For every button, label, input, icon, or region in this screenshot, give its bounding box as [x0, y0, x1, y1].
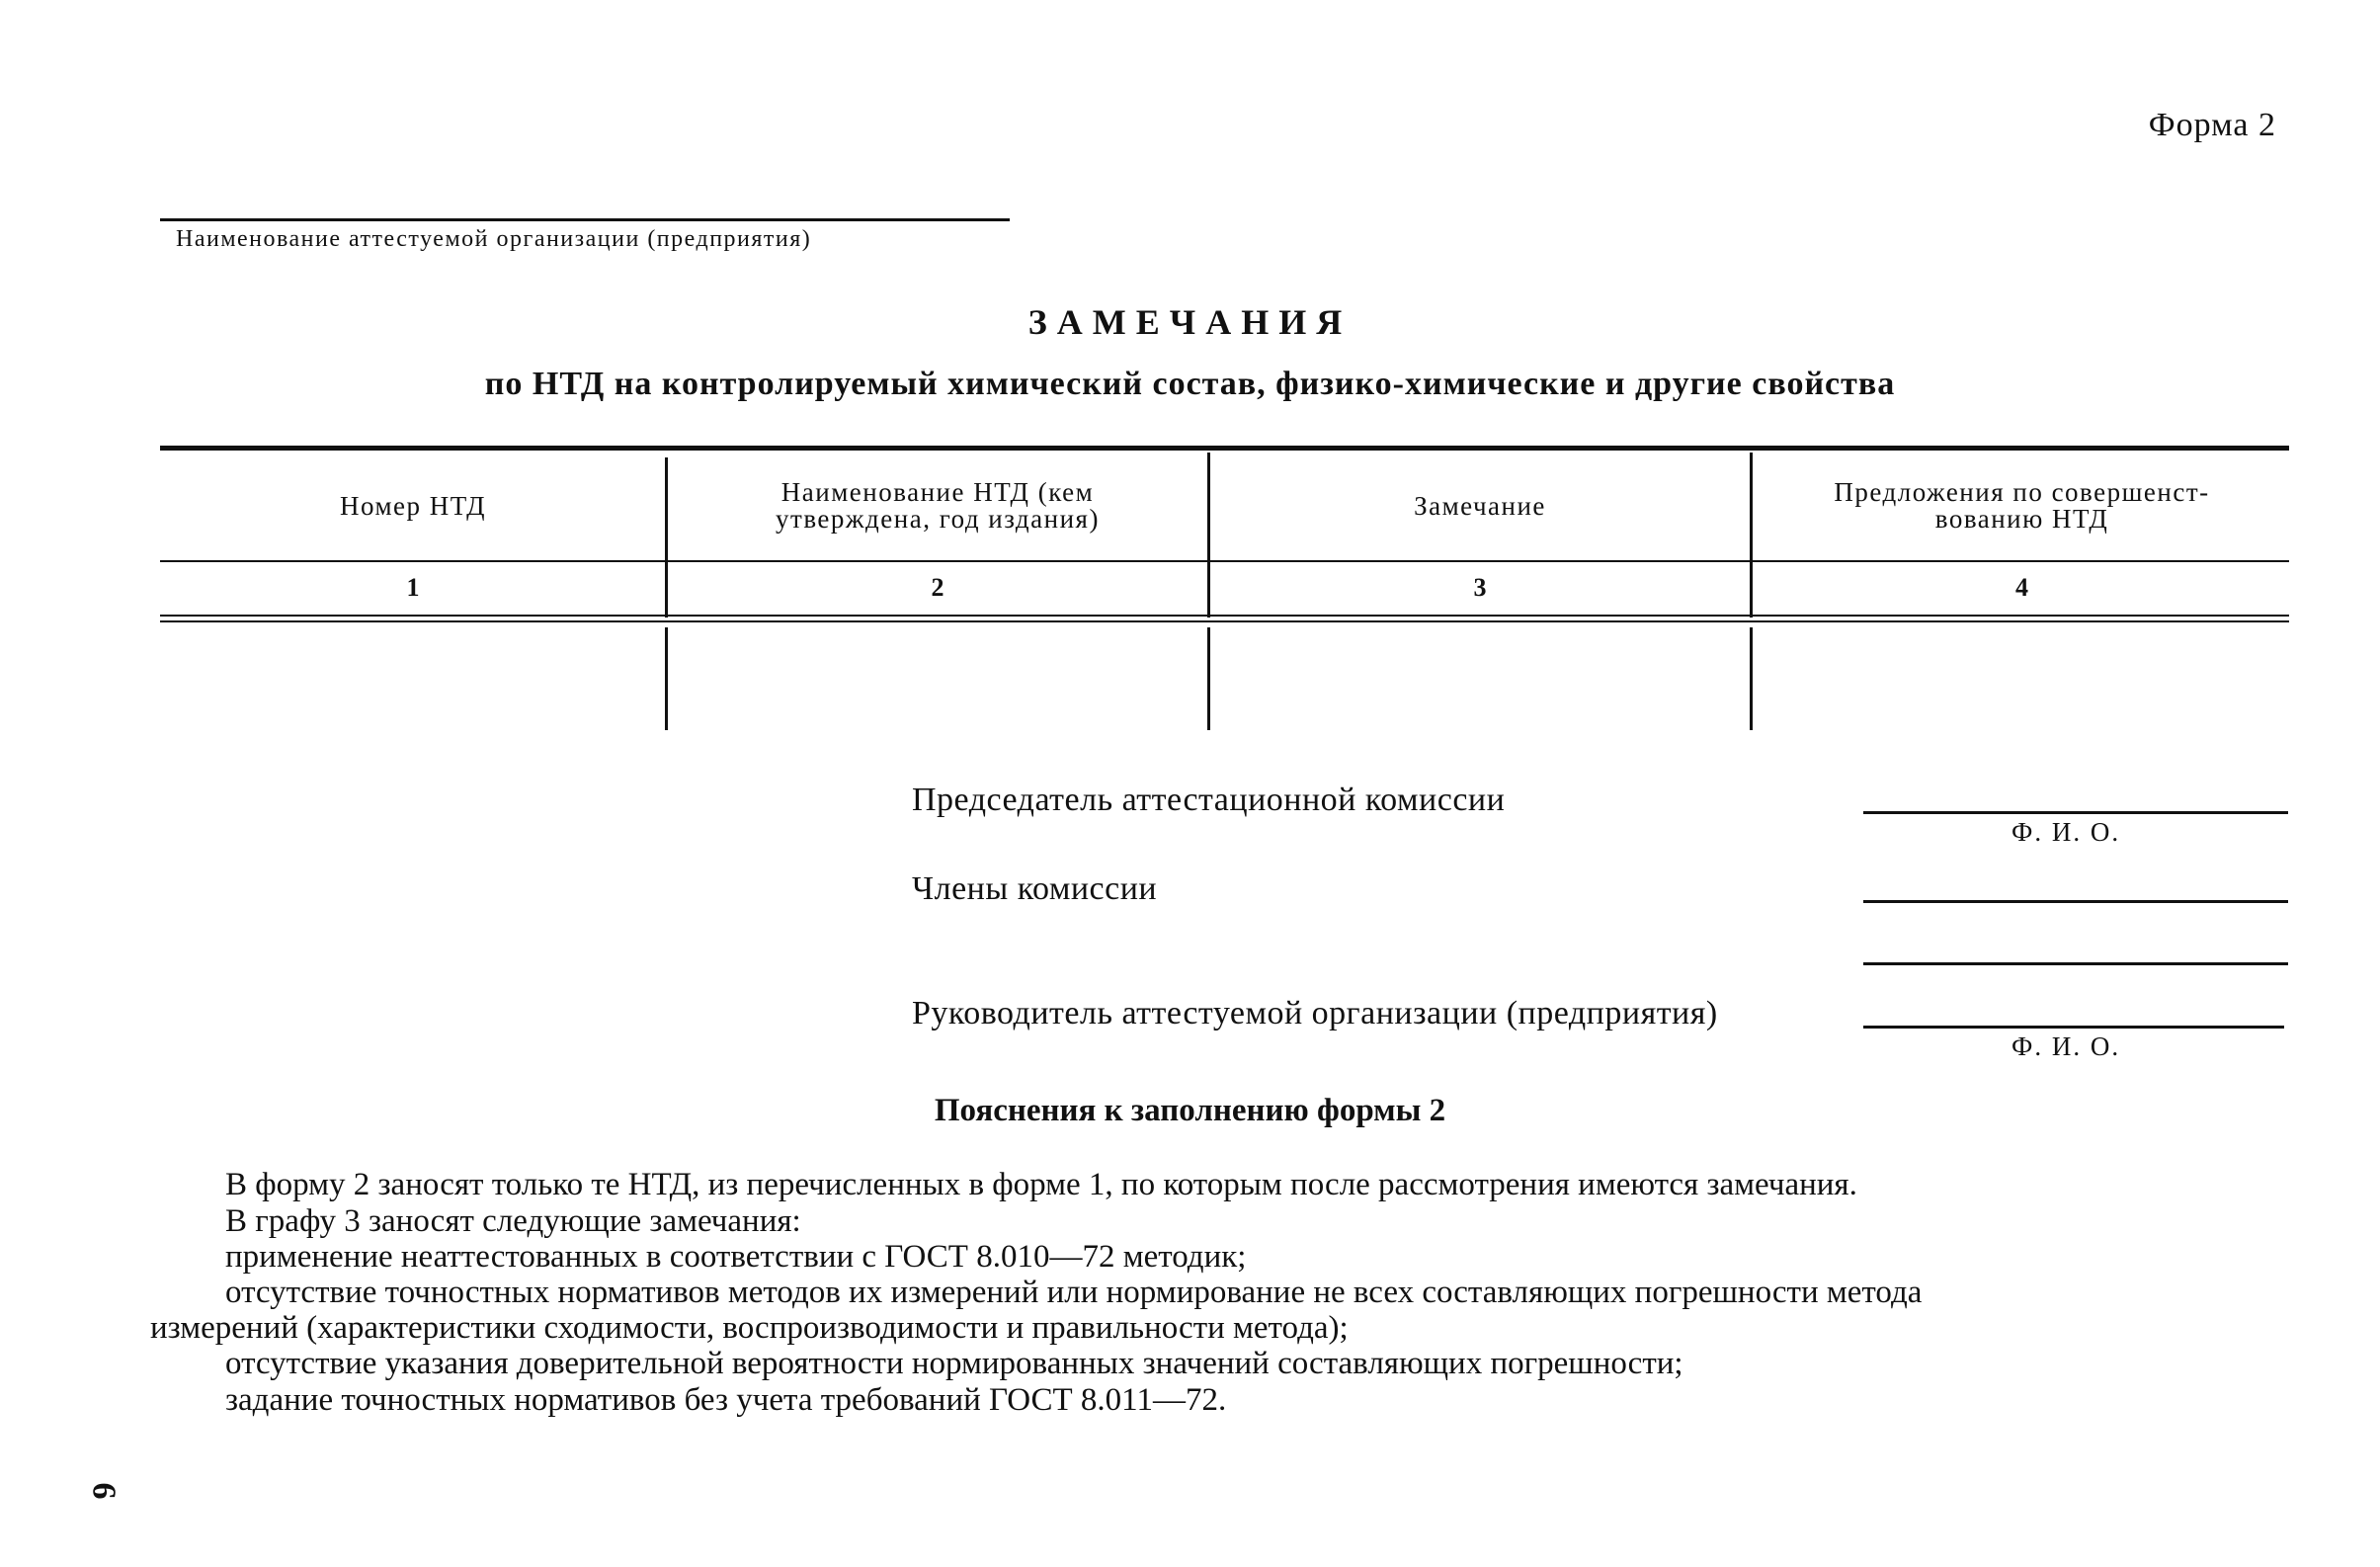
column-number-2: 2 [931, 573, 944, 602]
header-ntd-number: Номер НТД [339, 490, 486, 521]
notes-title: Пояснения к заполнению формы 2 [934, 1093, 1446, 1128]
note-line-2: В графу 3 заносят следующие замечания: [225, 1203, 801, 1239]
chairman-label: Председатель аттестационной комиссии [912, 782, 1506, 818]
chairman-fio: Ф. И. О. [2011, 817, 2121, 847]
organization-caption: Наименование аттестуемой организации (предприятия) [176, 226, 812, 252]
column-divider-2 [1207, 453, 1210, 618]
column-number-3: 3 [1473, 573, 1487, 602]
header-remark: Замечание [1414, 490, 1546, 521]
column-divider-1-body [665, 627, 668, 730]
head-fio: Ф. И. О. [2011, 1031, 2121, 1061]
note-line-4: отсутствие точностных нормативов методов их измерений или нормирование не всех составляющих погрешности метода [225, 1275, 1923, 1310]
column-divider-3 [1750, 453, 1753, 618]
table-numbers-divider [160, 615, 2289, 617]
column-number-4: 4 [2015, 573, 2028, 602]
header-ntd-name: Наименование НТД (кем утверждена, год издания) [776, 477, 1100, 534]
note-line-1: В форму 2 заносят только те НТД, из перечисленных в форме 1, по которым после рассмотрения имеются замечания. [225, 1167, 1857, 1202]
column-divider-1 [665, 457, 668, 618]
header-proposals: Предложения по совершенст- вованию НТД [1834, 477, 2210, 534]
table-numbers-divider-2 [160, 620, 2289, 622]
column-divider-2-body [1207, 627, 1210, 730]
note-line-7: задание точностных нормативов без учета требований ГОСТ 8.011—72. [225, 1382, 1227, 1418]
member-signature-line-2 [1863, 962, 2288, 965]
table-header-divider [160, 560, 2289, 562]
table-top-border [160, 446, 2289, 451]
note-line-5: измерений (характеристики сходимости, воспроизводимости и правильности метода); [150, 1310, 1349, 1346]
column-number-1: 1 [406, 573, 420, 602]
members-label: Члены комиссии [912, 870, 1158, 907]
member-signature-line-1 [1863, 900, 2288, 903]
head-label: Руководитель аттестуемой организации (предприятия) [912, 995, 1718, 1031]
note-line-6: отсутствие указания доверительной вероятности нормированных значений составляющих погрешности; [225, 1346, 1683, 1381]
document-subtitle: по НТД на контролируемый химический состав, физико-химические и другие свойства [484, 366, 1896, 402]
head-signature-line [1863, 1026, 2284, 1029]
form-label: Форма 2 [2148, 107, 2276, 143]
organization-name-line [160, 218, 1010, 221]
column-divider-3-body [1750, 627, 1753, 730]
page-number: 6 [85, 1482, 123, 1500]
document-title: ЗАМЕЧАНИЯ [1027, 302, 1353, 342]
note-line-3: применение неаттестованных в соответствии с ГОСТ 8.010—72 методик; [225, 1239, 1247, 1275]
chairman-signature-line [1863, 811, 2288, 814]
